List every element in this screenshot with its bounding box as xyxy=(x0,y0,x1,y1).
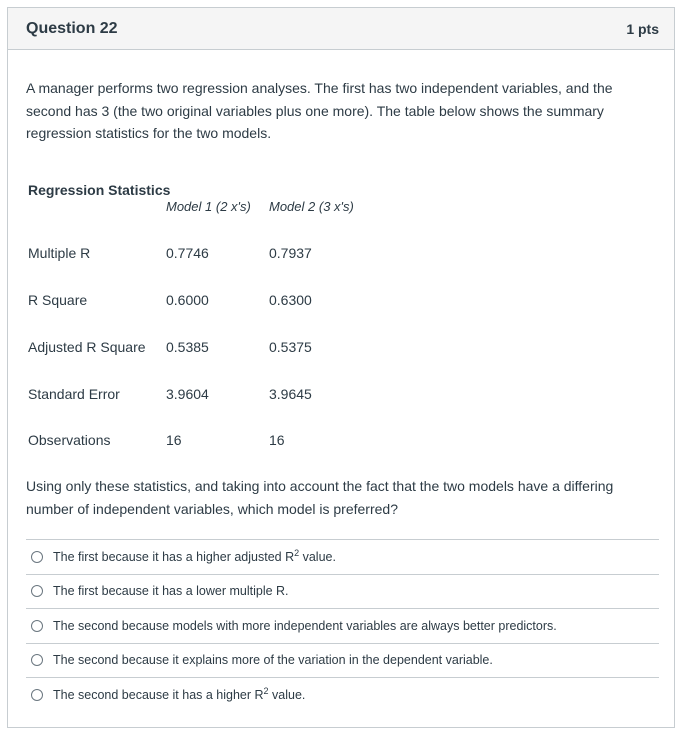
question-title: Question 22 xyxy=(26,19,118,37)
model-1-value: 3.9604 xyxy=(166,386,209,402)
model-1-value: 0.6000 xyxy=(166,292,209,308)
model-2-value: 3.9645 xyxy=(269,386,312,402)
model-2-value: 16 xyxy=(269,432,285,448)
answer-text: The first because it has a higher adjusted $R^2$ value. xyxy=(53,547,336,564)
model-1-value: 16 xyxy=(166,432,182,448)
question-points: 1 pts xyxy=(626,20,659,37)
radio-button[interactable] xyxy=(31,654,43,666)
question-header xyxy=(8,8,674,50)
model-2-value: 0.7937 xyxy=(269,245,312,261)
row-label: Standard Error xyxy=(28,386,120,402)
answer-option[interactable] xyxy=(26,574,659,609)
stats-title: Regression Statistics xyxy=(28,182,171,198)
question-prompt: Using only these statistics, and taking into account the fact that the two models have a differing number of independent variables, which model is preferred? xyxy=(26,478,614,517)
answer-text: The first because it has a lower multiple R. xyxy=(53,584,289,599)
radio-button[interactable] xyxy=(31,620,43,632)
answer-text: The second because models with more independent variables are always better predictors. xyxy=(53,618,557,633)
radio-button[interactable] xyxy=(31,551,43,563)
answer-text: The second because it has a higher $R^2$ value. xyxy=(53,685,306,702)
answer-text: The second because it explains more of the variation in the dependent variable. xyxy=(53,653,493,668)
model-2-value: 0.5375 xyxy=(269,339,312,355)
answer-option[interactable] xyxy=(26,643,659,678)
answer-option[interactable] xyxy=(26,677,659,712)
row-label: Multiple R xyxy=(28,245,91,261)
radio-button[interactable] xyxy=(31,689,43,701)
column-header-model-2: Model 2 (3 x's) xyxy=(269,199,354,214)
row-label: R Square xyxy=(28,292,88,308)
model-1-value: 0.5385 xyxy=(166,339,209,355)
row-label: Observations xyxy=(28,432,111,448)
question-card xyxy=(7,7,675,728)
row-label: Adjusted R Square xyxy=(28,339,146,355)
answer-option[interactable] xyxy=(26,608,659,643)
question-intro: A manager performs two regression analyses. The first has two independent variables, and the second has 3 (the two original variables plus one more). The table below shows the summary regression statistics for the two models. xyxy=(26,80,613,141)
model-2-value: 0.6300 xyxy=(269,292,312,308)
answer-option[interactable] xyxy=(26,539,659,574)
answer-list xyxy=(26,539,659,712)
model-1-value: 0.7746 xyxy=(166,245,209,261)
column-header-model-1: Model 1 (2 x's) xyxy=(166,199,251,214)
radio-button[interactable] xyxy=(31,585,43,597)
